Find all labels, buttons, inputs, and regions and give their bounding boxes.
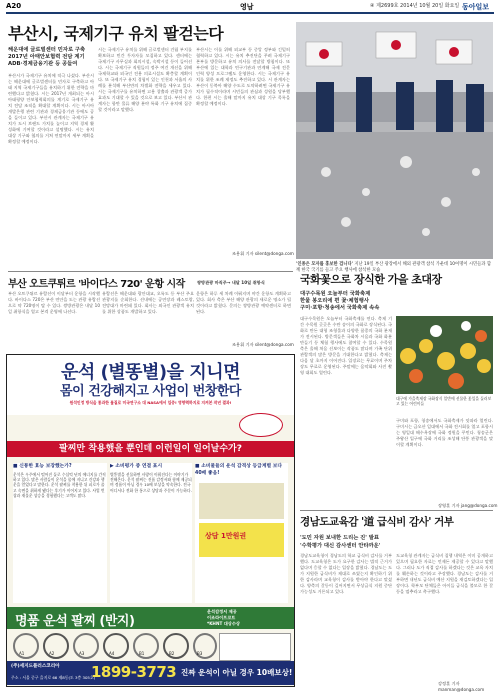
ad-company-lines <box>207 609 289 627</box>
ad-product-bar <box>7 607 294 629</box>
product-label: B1 <box>139 651 145 656</box>
ad-label-mid: ▶ 소비평가 중 연결 표시 <box>110 464 163 469</box>
article3-photo-caption: 대구에 가을축제장 국화장식 일반에 선물한 꽃잎을 둘러보고 있는 어린이들 <box>396 396 492 406</box>
paper-name: 동아일보 <box>462 3 490 11</box>
product-label: A2 <box>49 651 55 656</box>
ad-chart-image <box>199 483 284 519</box>
ad-col-right <box>195 463 288 603</box>
ad-promo-box <box>199 523 284 557</box>
ad-label-right: ■ 소비물들의 운석 감격상 등급계별 보다 40배 좋음! <box>195 464 283 476</box>
article3-subhead-2: 한물 봉오리에 편 꽃·체험행사 <box>300 298 369 304</box>
product-ring <box>103 633 129 659</box>
masthead-rule <box>6 12 494 14</box>
article3-byline: 장영훈 기자 jang@donga.com <box>438 503 498 508</box>
ad-mid-text: 별똥별을 선물하면 사랑이 이뤄진다는 이야기가 전해온다. 운석 팔찌는 진품 감정서와 함께 제공되며 정품이 아닐 경우 10배 보상을 약속한다. 전국 어디서나 전화 한 통으로 상담과 주문이 가능하다. <box>110 472 192 493</box>
article3-headline: 국화꽃으로 장식한 가을 초대장 <box>300 273 442 286</box>
ad-company-line-3: *KHNT 대상수상 <box>207 621 240 626</box>
product-label: A4 <box>109 651 115 656</box>
ad-address: 주소 : 서울 중구 을지로 66 제8동(도 3층 305호) <box>11 675 96 680</box>
article4-subhead-2: '수학평가 대신 감사센터 안타까운' <box>300 543 381 549</box>
article4-subhead: '도민 자원 보내한 드리는 진' 발표 <box>300 535 379 541</box>
product-label: B2 <box>169 651 175 656</box>
article2-byline-right: 쌍방관광 마직주→ 내달 10일 취항식 <box>197 280 265 285</box>
ad-phone: 1899-3773 <box>91 663 177 681</box>
caption-text: 지난 19일 부산 광장에서 해외 관광객 참석 가운데 10여명이 시민들과 함께 한국 국기를 들고 주요 행사에 참석한 모습 <box>296 262 491 273</box>
article1-subhead-3: ADB·경제금융기관 등 공들여 <box>8 61 78 67</box>
article4-byline: 강정훈 기자 manman@donga.com <box>438 681 485 692</box>
article1-body-col2: 시는 국제기구 유치를 위해 글로벌센터 건립 부지를 확보하고 민간 투자자를 모집하고 있다. 센터에는 국제기구 사무실과 회의시설, 숙박시설 등이 들어선다. 시는 국제기구 직원들의 정주 여건 개선을 위해 국제학교와 외국인 전용 의료시설도 확충할 계획이다. 또 국제기구 유치 경험이 있는 인천과 서울의 사례를 분석해 부산만의 차별화 전략을 세우고 있다. 시는 국제기구를 유치하면 고용 창출과 관광객 증가 효과도 기대할 수 있을 것으로 보고 있다. 부산시 관계자는 항만 물류 해양 분야 특화 기구 유치에 집중할 것이라고 말했다. <box>98 47 192 112</box>
product-ring <box>13 633 39 659</box>
issue-meta: ④ 제2699호 2014년 10월 20일 화요일 <box>370 3 460 9</box>
page-number: A20 <box>6 2 22 10</box>
caption-title: '인종은 모자를 홍보한 겁니다' <box>296 262 353 267</box>
product-ring <box>163 633 189 659</box>
product-ring <box>73 633 99 659</box>
product-ring <box>43 633 69 659</box>
ad-stamp <box>239 413 283 437</box>
article4-body-col1: 경남도교육청이 경남도의 학교 급식비 감사를 거부했다. 도교육청은 도가 요구한 감사는 법적 근거가 없다며 응할 수 없다는 입장을 밝혔다. 경남도는 도가 지원한 급식비가 제대로 쓰였는지 확인하기 위한 감사라며 교육청이 감사를 받아야 한다고 맞섰다. 양측의 갈등이 깊어지면서 무상급식 지원 중단 가능성도 거론되고 있다. <box>300 553 392 594</box>
ad-red-bar-text: 팔찌만 착용했을 뿐인데 이런일이 일어날수가? <box>59 444 242 454</box>
section-name: 영남 <box>240 3 254 11</box>
article1-photo <box>296 22 493 259</box>
product-label: B3 <box>197 651 203 656</box>
page-label <box>6 2 21 10</box>
article1-headline: 부산시, 국제기구 유치 팔걷는다 <box>8 24 224 43</box>
article1-subhead-1: 해운대에 글로벌센터 민자로 구축 <box>8 47 86 53</box>
ad-col-left <box>13 463 107 603</box>
ad-company-name: (주)세지드플러스코리아 <box>11 664 60 669</box>
article1-body-col1: 부산시가 국제기구 유치에 적극 나섰다. 부산시는 해운대에 글로벌센터를 민자로 구축하고 아태 지역 국제기구들을 유치하기 위한 전략을 마련했다고 밝혔다. 시는 2017년 개최되는 아시아태평양 안보협력회의를 계기로 국제기구 유치 전담 조직을 확대할 계획이다. 시는 아시아개발은행 관련 기관과 경제금융기관 등에도 공을 들이고 있다. 부산시 관계자는 국제기구 유치가 도시 브랜드 가치를 높이고 지역 경제 활성화에 기여할 것이라고 설명했다. 시는 유치 대상 기구와 협의를 거쳐 연말까지 세부 계획을 확정할 예정이다. <box>8 73 94 144</box>
article2-body-col2: 유람선은 해운대와 광안대교, 오륙도 등 부산 주요 관광지를 순회한다. 선내에는 공연장과 레스토랑, 전망대가 마련돼 있다. 회사는 외국인 관광객 유치를 위한 상품도 개발하고 있다. <box>102 291 194 314</box>
article3-subhead-3: 구미·포항·청송에서 국화축제 속속 <box>300 305 380 311</box>
ad-sticker: 상담 1만원권 <box>205 532 247 540</box>
ad-subtitle: 몸이 건강해지고 사업이 번창한다 <box>60 384 241 399</box>
divider <box>8 271 293 272</box>
article2-body-col3: 운항은 하루 세 차례 이뤄지며 야간 운항도 계획하고 있다. 회사 측은 부산 해양 관광의 새로운 명소가 될 것이라고 밝혔다. 문의는 쌍방관광 예약센터로 하면 된다. <box>196 291 291 314</box>
ad-col-mid <box>110 463 192 603</box>
article1-body-col3: 부산시는 이를 위해 외교부 등 중앙 정부와 긴밀히 협력하고 있다. 시는 유치 추진단을 꾸려 국제기구 본부를 방문하고 유치 의사를 전달할 방침이다. 또 부산에 있는 대학과 연구기관과 연계해 국제 전문 인력 양성 프로그램도 운영한다. 시는 국제기구 유치를 위한 조례 제정도 추진하고 있다. 시 관계자는 부산이 동북아 해양 수도로 도약하려면 국제기구 유치가 필수적이라며 시민들의 관심과 성원을 당부했다. 한편 시는 올해 말까지 유치 대상 기구 목록을 확정할 예정이다. <box>196 47 290 106</box>
article2-byline: 조용휘 기자 silent@donga.com <box>232 342 294 347</box>
ad-company-line-2: 이조라이프코트 <box>207 615 236 620</box>
divider <box>300 510 493 511</box>
article4-body-col2: 도교육청 관계자는 급식비 집행 내역은 이미 공개하고 있으며 필요한 자료는 언제든 제공할 수 있다고 말했다. 그러나 도가 직접 감사를 하겠다는 것은 교육 자치를 훼손하는 것이라고 주장했다. 경남도는 감사를 거부하면 내년도 급식비 예산 지원을 재검토하겠다는 입장이다. 학부모 단체들은 아이들 급식을 볼모로 한 갈등을 멈추라고 촉구했다. <box>396 553 493 594</box>
ad-red-bar <box>7 441 294 457</box>
article3-subhead-1: 대구수목원 오늘부터 국화축제 <box>300 291 371 297</box>
ad-footer <box>7 661 294 685</box>
product-ring <box>133 633 159 659</box>
article2-body-col1: 부산 오트쿠튀르 유람선이 이달부터 운항을 시작했다. 바이다스 720은 부산 연안을 도는 관광 유람선으로 약 720명이 탈 수 있다. 쌍방관광은 내달 10일 취항식을 열고 본격 운영에 나선다. <box>8 291 100 314</box>
ad-certificate-box <box>219 633 291 661</box>
article1-subhead-2: 2017년 아태안보협력 전담 계기 <box>8 54 85 60</box>
article1-byline: 조용휘 기자 silent@donga.com <box>232 251 294 256</box>
article3-body-col1: 대구수목원은 오늘부터 국화축제를 연다. 축제 기간 수목원 곳곳은 수만 송이의 국화로 장식된다. 국화로 만든 대형 조형물과 다양한 품종의 국화 분재가 전시된다. 방문객들은 국화차 시음과 국화 화분 만들기 등 체험 행사에도 참여할 수 있다. 수목원 측은 올해 처음 선보이는 작품도 많다며 가족 단위 관람객의 많은 방문을 기대한다고 밝혔다. 축제는 다음 달 초까지 이어진다. 입장료는 무료이며 주차장도 무료로 운영된다. 주말에는 음악회와 사진 촬영 대회도 열린다. <box>300 316 392 375</box>
article3-body-col2: 구미와 포항, 청송에서도 국화축제가 잇따라 열린다. 구미시는 금오산 일대에서 국화 전시회를 열고 포항시는 영일대 해수욕장에 국화 정원을 꾸민다. 청송군은 주왕산 입구에 국화 거리를 조성해 단풍 관광객을 맞이할 계획이다. <box>396 418 493 447</box>
ad-left-text: 운석은 우주에서 떨어진 돌로 수십억 년의 에너지를 간직하고 있다. 많은 사람들이 운석을 몸에 지니고 건강과 행운을 얻었다고 말한다. 운석 팔찌를 착용한 뒤 피로가 줄고 숙면을 취하게 됐다는 후기가 이어지고 있다. 사업 번창과 재물운 상승을 경험했다는 고객도 많다. <box>13 472 106 498</box>
article2-headline: 부산 오트쿠튀르 '바이다스 720' 운항 시작 <box>8 279 185 290</box>
ad-product-title: 명품 운석 팔찌 (반지) <box>15 614 135 629</box>
advertisement <box>6 354 295 687</box>
product-label: A3 <box>79 651 85 656</box>
ad-company-line-1: 운석감정서 제공 <box>207 609 237 614</box>
article3-photo <box>396 316 493 394</box>
ad-tagline: 원석인정 방식을 통과한 물질로 미국연구소 대 NASA에서 입증! 영향력하지로 지켜본 작년 결과! <box>69 400 232 405</box>
ad-guarantee: 진짜 운석이 아닐 경우 10배보상! <box>181 668 293 677</box>
article4-headline: 경남도교육감 '道 급식비 감사' 거부 <box>300 516 454 528</box>
ad-product-gallery <box>13 633 213 659</box>
ad-label-left: ■ 신통한 효능 보장했는가? <box>13 464 72 469</box>
ad-title: 운석 (별똥별)을 지니면 <box>61 362 240 383</box>
product-label: A1 <box>19 651 25 656</box>
